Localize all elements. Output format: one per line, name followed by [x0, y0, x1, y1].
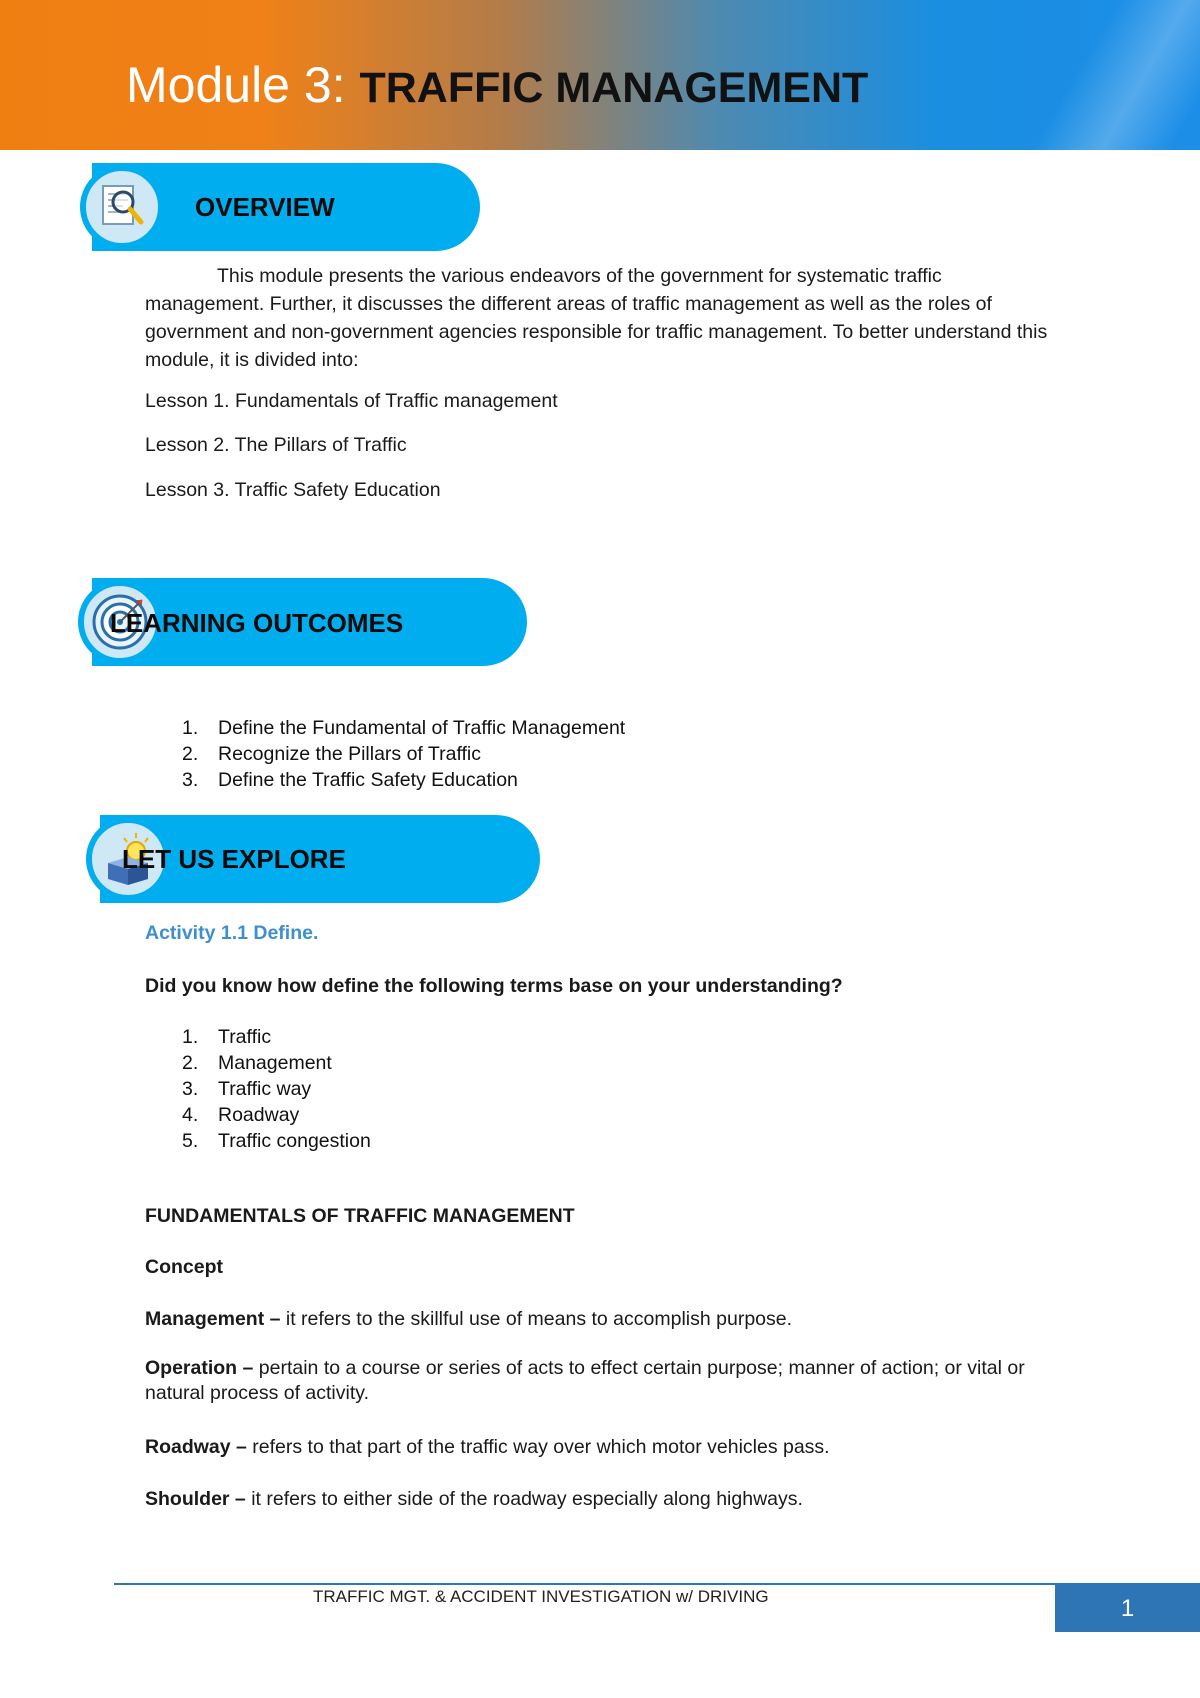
footer-course-title: TRAFFIC MGT. & ACCIDENT INVESTIGATION w/ DRIVING — [313, 1587, 769, 1606]
definition-management: Management – it refers to the skillful use of means to accomplish purpose. — [145, 1308, 793, 1330]
module-banner — [0, 0, 1200, 150]
definition-operation: Operation – pertain to a course or series of acts to effect certain purpose; manner of action; or vital or natural process of activity. — [145, 1357, 1025, 1404]
lesson-1: Lesson 1. Fundamentals of Traffic management — [145, 390, 558, 412]
lesson-3: Lesson 3. Traffic Safety Education — [145, 479, 441, 501]
module-name: TRAFFIC MANAGEMENT — [359, 64, 869, 112]
outcomes-list — [145, 715, 625, 793]
module-title — [126, 55, 868, 118]
terms-list — [145, 1024, 371, 1154]
fundamentals-heading: FUNDAMENTALS OF TRAFFIC MANAGEMENT — [145, 1205, 575, 1227]
list-item: 2. Management — [182, 1052, 332, 1074]
overview-heading: OVERVIEW — [195, 192, 335, 222]
activity-title: Activity 1.1 Define. — [145, 922, 319, 944]
concept-heading: Concept — [145, 1256, 223, 1278]
lesson-2: Lesson 2. The Pillars of Traffic — [145, 434, 407, 456]
list-item: 1. Define the Fundamental of Traffic Management — [182, 717, 626, 739]
magnifier-document-icon — [80, 165, 164, 249]
list-item: 1. Traffic — [182, 1026, 272, 1048]
explore-heading: LET US EXPLORE — [122, 844, 346, 874]
list-item: 5. Traffic congestion — [182, 1130, 371, 1152]
list-item: 2. Recognize the Pillars of Traffic — [182, 743, 482, 765]
activity-question: Did you know how define the following terms base on your understanding? — [145, 975, 843, 997]
list-item: 3. Traffic way — [182, 1078, 312, 1100]
list-item: 4. Roadway — [182, 1104, 300, 1126]
outcomes-heading: LEARNING OUTCOMES — [110, 608, 404, 638]
list-item: 3. Define the Traffic Safety Education — [182, 769, 518, 791]
module-number: Module 3: — [126, 57, 360, 113]
overview-paragraph: This module presents the various endeavors of the government for systematic traffic management. Further, it discusses the different areas of traffic management as well as the roles of government and non-government agencies responsible for traffic management. To better understand this module, it is divided into: — [145, 265, 1048, 371]
footer-divider — [114, 1583, 1200, 1585]
definition-roadway: Roadway – refers to that part of the traffic way over which motor vehicles pass. — [145, 1436, 830, 1458]
page-number: 1 — [1055, 1585, 1200, 1632]
definition-shoulder: Shoulder – it refers to either side of the roadway especially along highways. — [145, 1488, 803, 1510]
